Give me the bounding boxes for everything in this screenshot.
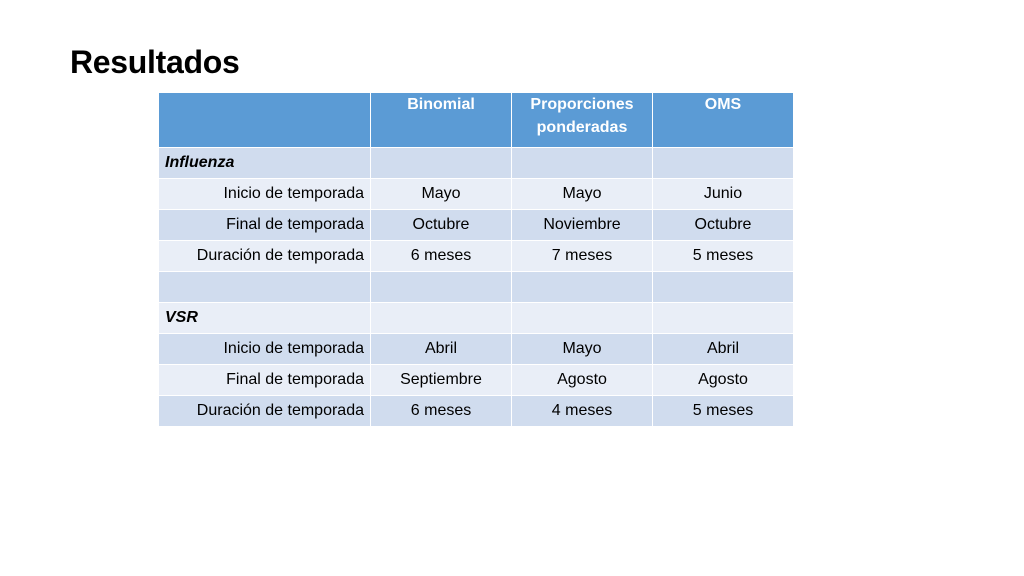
table-row (159, 365, 794, 396)
table-row (159, 148, 794, 179)
table-row (159, 334, 794, 365)
table-cell (512, 148, 653, 179)
table-cell (371, 303, 512, 334)
table-cell (371, 148, 512, 179)
table-cell: Agosto (512, 365, 653, 396)
table-cell: 4 meses (512, 396, 653, 427)
row-label: Duración de temporada (159, 396, 371, 427)
table-cell: Octubre (371, 210, 512, 241)
section-label-vsr: VSR (159, 303, 371, 334)
header-cell-proporciones: Proporciones ponderadas (512, 93, 653, 148)
table-row (159, 210, 794, 241)
table-cell (653, 272, 794, 303)
page-title: Resultados (70, 44, 240, 80)
table-cell (371, 272, 512, 303)
table-cell: Junio (653, 179, 794, 210)
header-cell-empty (159, 93, 371, 148)
table-cell (512, 303, 653, 334)
table-cell: Mayo (512, 179, 653, 210)
table-cell: Agosto (653, 365, 794, 396)
row-label: Inicio de temporada (159, 179, 371, 210)
table-cell: Octubre (653, 210, 794, 241)
table-cell: 5 meses (653, 396, 794, 427)
results-table (158, 92, 794, 427)
header-cell-oms: OMS (653, 93, 794, 148)
table-cell: Septiembre (371, 365, 512, 396)
row-label: Duración de temporada (159, 241, 371, 272)
row-label: Inicio de temporada (159, 334, 371, 365)
row-label (159, 272, 371, 303)
table-cell: 6 meses (371, 396, 512, 427)
table-row-empty (159, 272, 794, 303)
header-cell-binomial: Binomial (371, 93, 512, 148)
table-header-row (159, 93, 794, 148)
table-cell: 7 meses (512, 241, 653, 272)
table-cell (653, 148, 794, 179)
table-cell: Abril (371, 334, 512, 365)
table-cell: Mayo (512, 334, 653, 365)
table-row (159, 303, 794, 334)
row-label: Final de temporada (159, 210, 371, 241)
table-cell (653, 303, 794, 334)
table-cell: Mayo (371, 179, 512, 210)
table-row (159, 396, 794, 427)
table-cell: Noviembre (512, 210, 653, 241)
table-row (159, 179, 794, 210)
table-cell: 5 meses (653, 241, 794, 272)
table-row (159, 241, 794, 272)
row-label: Final de temporada (159, 365, 371, 396)
table-cell: Abril (653, 334, 794, 365)
table-cell (512, 272, 653, 303)
table-cell: 6 meses (371, 241, 512, 272)
section-label-influenza: Influenza (159, 148, 371, 179)
